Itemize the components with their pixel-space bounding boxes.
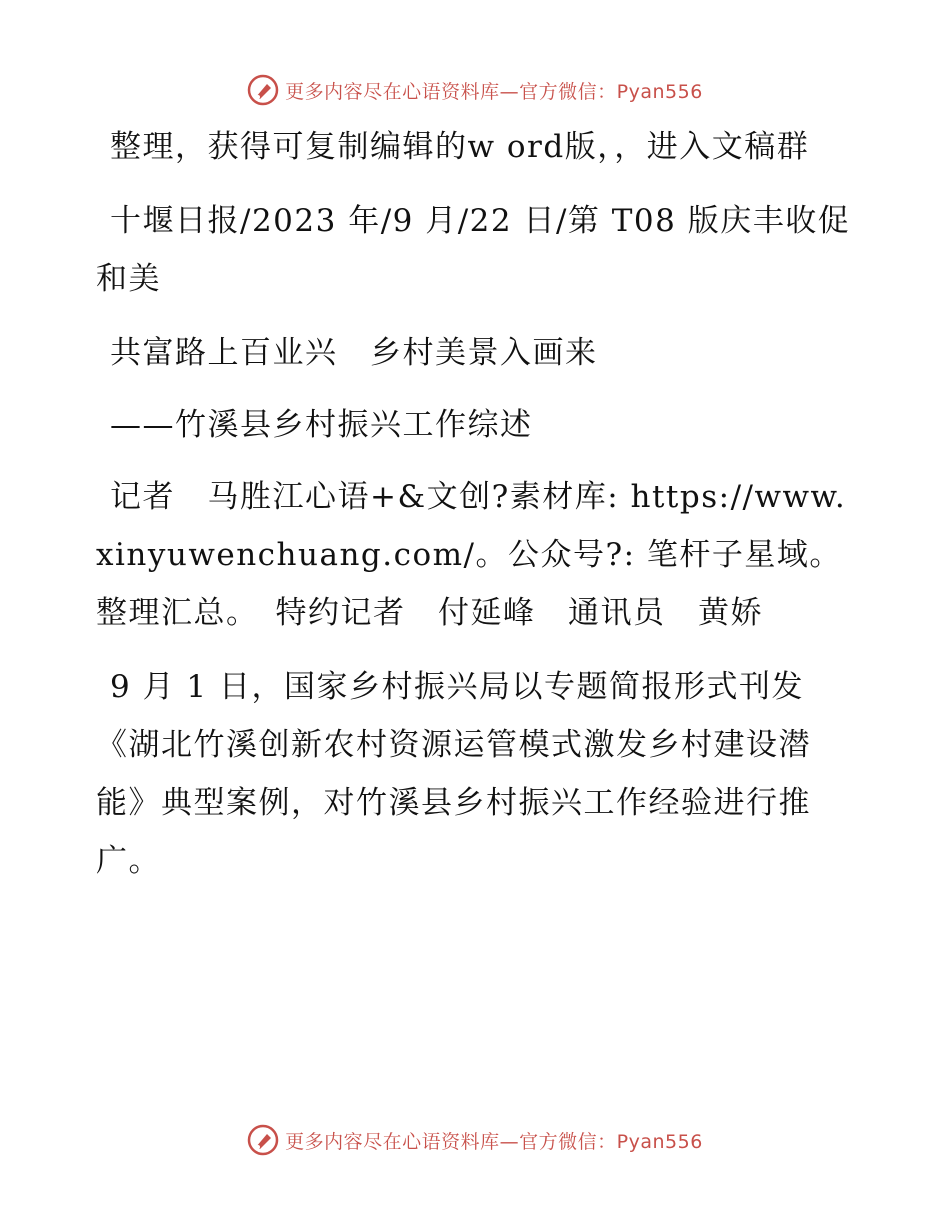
article-subtitle: ——竹溪县乡村振兴工作综述: [110, 407, 533, 443]
footer-watermark-banner: [0, 1120, 950, 1160]
article-title: 共富路上百业兴 乡村美景入画来: [110, 335, 598, 371]
paragraph-body: 9 月 1 日，国家乡村振兴局以专题简报形式刊发《湖北竹溪创新农村资源运管模式激发乡村建设潜能》典型案例，对竹溪县乡村振兴工作经验进行推广。: [96, 669, 811, 879]
watermark-text: 更多内容尽在心语资料库—官方微信：Pyan556: [285, 1130, 703, 1153]
watermark-text: 更多内容尽在心语资料库—官方微信：Pyan556: [285, 80, 703, 103]
pen-nib-logo-icon: [247, 74, 279, 106]
document-body: [96, 118, 856, 906]
paragraph-intro: 整理，获得可复制编辑的w ord版，，进入文稿群: [110, 129, 810, 165]
paragraph-byline: 记者 马胜江心语+&文创?素材库: https://www.xinyuwenchuang.com/。公众号?: 笔杆子星域。整理汇总。 特约记者 付延峰 通讯员 黄娇: [96, 479, 847, 631]
paragraph-source: 十堰日报/2023 年/9 月/22 日/第 T08 版庆丰收促和美: [96, 203, 851, 297]
header-watermark-banner: [0, 70, 950, 110]
pen-nib-logo-icon: [247, 1124, 279, 1156]
